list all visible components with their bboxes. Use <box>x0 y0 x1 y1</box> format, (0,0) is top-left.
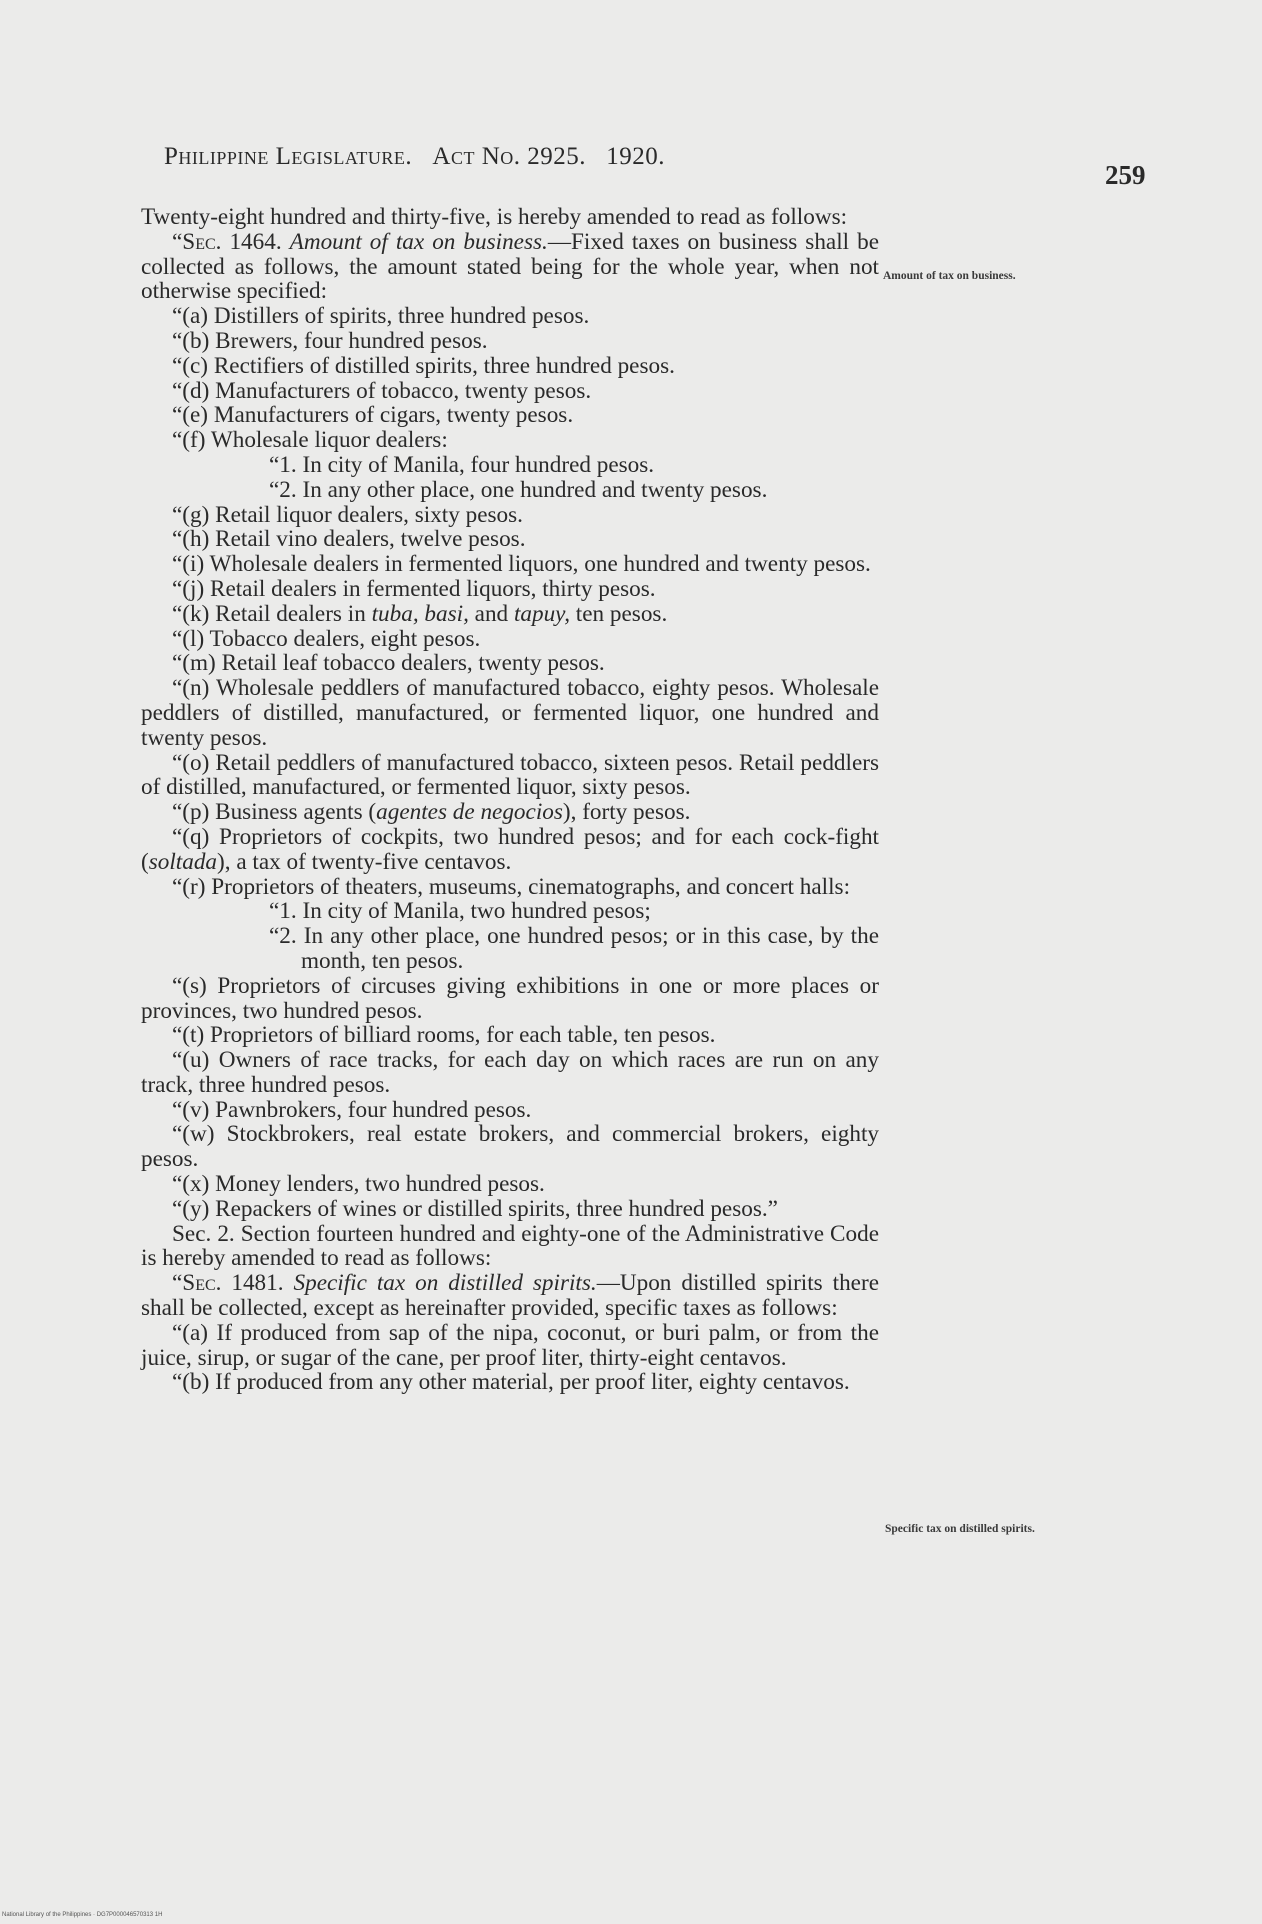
clause-c: “(c) Rectifiers of distilled spirits, three hundred pesos. <box>172 352 675 379</box>
clause-r: “(r) Proprietors of theaters, museums, cinematographs, and concert halls: <box>172 873 851 900</box>
clause-k-text: ten pesos. <box>570 600 668 627</box>
clause-f1: “1. In city of Manila, four hundred pesos. <box>269 451 655 478</box>
header-act: Act No. 2925. <box>432 143 587 170</box>
clause-t: “(t) Proprietors of billiard rooms, for each table, ten pesos. <box>172 1022 716 1049</box>
clause-u: “(u) Owners of race tracks, for each day on which races are run on any track, three hundred pesos. <box>141 1047 879 1098</box>
clause-g: “(g) Retail liquor dealers, sixty pesos. <box>172 501 523 528</box>
clause-x: “(x) Money lenders, two hundred pesos. <box>172 1171 545 1198</box>
section-text: —Upon distilled spirits there shall be collected, except as hereinafter provided, specific taxes as follows: <box>141 1270 879 1322</box>
spirits-clause-a: “(a) If produced from sap of the nipa, coconut, or buri palm, or from the juice, sirup, or sugar of the cane, per proof liter, thirty-eight centavos. <box>141 1319 879 1371</box>
scan-footer: National Library of the Philippines · DG7P000046570313 1H <box>2 1912 163 1918</box>
clause-i: “(i) Wholesale dealers in fermented liquors, one hundred and twenty pesos. <box>172 551 871 578</box>
clause-f: “(f) Wholesale liquor dealers: <box>172 427 448 454</box>
margin-note-business-tax: Amount of tax on business. <box>883 270 1016 282</box>
clause-k-italic: tapuy, <box>513 600 570 627</box>
section-1481 <box>141 1271 879 1321</box>
clause-q-text: ), a tax of twenty-five centavos. <box>217 848 512 875</box>
header-year: 1920. <box>606 143 666 170</box>
clause-d: “(d) Manufacturers of tobacco, twenty pesos. <box>172 377 592 404</box>
section-2: Sec. 2. Section fourteen hundred and eighty-one of the Administrative Code is hereby amended to read as follows: <box>141 1220 879 1272</box>
clause-r2: “2. In any other place, one hundred pesos; or in this case, by the month, ten pesos. <box>269 923 879 974</box>
clause-k-italic: tuba, basi, <box>371 600 469 627</box>
section-title: Amount of tax on business. <box>289 228 548 255</box>
section-label: “Sec. 1464. <box>172 228 282 255</box>
clause-p <box>141 800 879 825</box>
clause-k <box>141 602 879 627</box>
clause-y: “(y) Repackers of wines or distilled spirits, three hundred pesos.” <box>172 1195 778 1222</box>
clause-h: “(h) Retail vino dealers, twelve pesos. <box>172 526 526 553</box>
clause-j: “(j) Retail dealers in fermented liquors, thirty pesos. <box>172 575 656 602</box>
header-title: Philippine Legislature. <box>164 143 413 170</box>
clause-q-italic: soltada <box>148 848 218 875</box>
clause-l: “(l) Tobacco dealers, eight pesos. <box>172 625 481 652</box>
clause-o: “(o) Retail peddlers of manufactured tobacco, sixteen pesos. Retail peddlers of distilled, manufactured, or fermented liquor, sixty pesos. <box>141 749 879 801</box>
clause-p-italic: agentes de negocios <box>376 799 563 826</box>
section-label: “Sec. 1481. <box>172 1270 284 1297</box>
clause-r1: “1. In city of Manila, two hundred pesos; <box>269 898 651 925</box>
clause-b: “(b) Brewers, four hundred pesos. <box>172 327 488 354</box>
clause-m: “(m) Retail leaf tobacco dealers, twenty pesos. <box>172 650 605 677</box>
clause-p-text: “(p) Business agents ( <box>172 799 377 826</box>
section-title: Specific tax on distilled spirits. <box>293 1270 597 1297</box>
clause-e: “(e) Manufacturers of cigars, twenty pesos. <box>172 402 574 429</box>
clause-p-text: ), forty pesos. <box>562 799 691 826</box>
clause-s: “(s) Proprietors of circuses giving exhibitions in one or more places or provinces, two hundred pesos. <box>141 972 879 1024</box>
clause-q <box>141 825 879 875</box>
document-body <box>141 205 879 1395</box>
paragraph: Twenty-eight hundred and thirty-five, is hereby amended to read as follows: <box>141 204 848 230</box>
margin-note-distilled-spirits: Specific tax on distilled spirits. <box>885 1523 1035 1535</box>
section-1464 <box>141 230 879 304</box>
spirits-clause-b: “(b) If produced from any other material, per proof liter, eighty centavos. <box>172 1369 850 1396</box>
clause-v: “(v) Pawnbrokers, four hundred pesos. <box>172 1096 532 1123</box>
clause-k-text: and <box>468 600 514 627</box>
clause-k-text: “(k) Retail dealers in <box>172 600 372 627</box>
clause-n: “(n) Wholesale peddlers of manufactured tobacco, eighty pesos. Wholesale peddlers of distilled, manufactured, or fermented liquor, one hundred and twenty pesos. <box>141 675 879 751</box>
clause-q-text: “(q) Proprietors of cockpits, two hundred pesos; and for each cock-fight ( <box>141 823 879 875</box>
section-text: —Fixed taxes on business shall be collected as follows, the amount stated being for the whole year, when not otherwise specified: <box>141 228 880 305</box>
clause-f2: “2. In any other place, one hundred and twenty pesos. <box>269 476 768 503</box>
running-header <box>164 143 1164 171</box>
page-number: 259 <box>1105 160 1146 190</box>
clause-a: “(a) Distillers of spirits, three hundred pesos. <box>172 303 590 330</box>
clause-w: “(w) Stockbrokers, real estate brokers, and commercial brokers, eighty pesos. <box>141 1121 879 1173</box>
